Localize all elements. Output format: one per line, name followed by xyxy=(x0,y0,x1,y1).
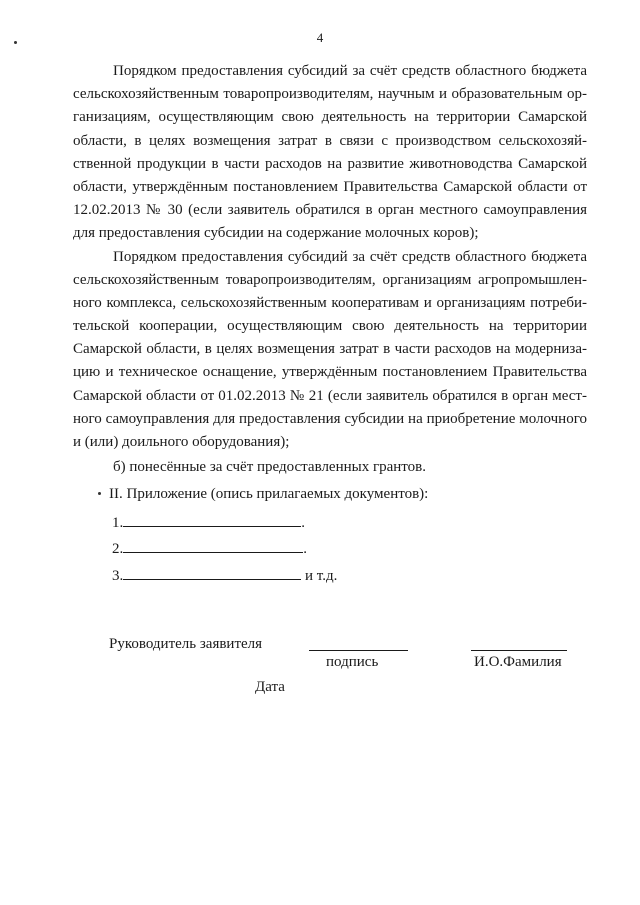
paragraph-2-line: цию и техническое оснащение, утверждённым постановлением Правительства xyxy=(73,364,587,381)
page-number: 4 xyxy=(316,30,324,45)
name-caption: И.О.Фамилия xyxy=(474,654,562,670)
paragraph-1-line: 12.02.2013 № 30 (если заявитель обратился в орган местного самоуправления xyxy=(73,202,587,219)
item-b: б) понесённые за счёт предоставленных грантов. xyxy=(113,459,427,476)
signature-caption: подпись xyxy=(326,654,379,670)
scan-speck xyxy=(98,492,101,495)
blank-line[interactable] xyxy=(123,512,301,527)
blank-line[interactable] xyxy=(123,538,303,553)
paragraph-2-line: сельскохозяйственным товаропроизводителям, организациям агропромышлен- xyxy=(73,271,587,288)
appendix-item-number: 1. xyxy=(112,515,124,531)
paragraph-2-line: Самарской области, в целях возмещения затрат в части расходов на модерниза- xyxy=(73,341,587,358)
paragraph-1-line: ственной продукции в части расходов на развитие животноводства Самарской xyxy=(73,155,587,172)
scan-speck xyxy=(14,41,17,44)
paragraph-2-line: Порядком предоставления субсидий за счёт средств областного бюджета xyxy=(113,248,587,265)
signatory-label: Руководитель заявителя xyxy=(109,636,263,652)
paragraph-1-line: Порядком предоставления субсидий за счёт средств областного бюджета xyxy=(113,63,587,79)
appendix-heading: II. Приложение (опись прилагаемых документов): xyxy=(109,486,429,502)
paragraph-1-line: ганизациям, осуществляющим свою деятельность на территории Самарской xyxy=(73,109,587,126)
signature-line[interactable] xyxy=(309,650,408,651)
appendix-item-suffix: и т.д. xyxy=(305,568,338,584)
paragraph-2-line: тельской кооперации, осуществляющим свою деятельность на территории xyxy=(73,318,587,335)
blank-line[interactable] xyxy=(123,565,301,580)
appendix-item-1 xyxy=(112,512,305,532)
date-label: Дата xyxy=(255,679,285,695)
paragraph-1-line: сельскохозяйственным товаропроизводителям, научным и образовательным ор- xyxy=(73,86,587,103)
paragraph-1-line: области, в целях возмещения затрат в связи с производством сельскохозяй- xyxy=(73,132,587,149)
paragraph-2-line: и (или) доильного оборудования); xyxy=(73,434,290,450)
name-line[interactable] xyxy=(471,650,567,651)
appendix-item-suffix: . xyxy=(303,541,307,557)
appendix-item-3 xyxy=(112,565,337,585)
appendix-item-number: 2. xyxy=(112,541,124,557)
paragraph-2-line: Самарской области от 01.02.2013 № 21 (если заявитель обратился в орган мест- xyxy=(73,387,587,404)
paragraph-1-line: для предоставления субсидии на содержание молочных коров); xyxy=(73,225,479,242)
paragraph-2-line: ного комплекса, сельскохозяйственным кооперативам и организациям потреби- xyxy=(73,294,587,311)
paragraph-1-line: области, утверждённым постановлением Правительства Самарской области от xyxy=(73,178,587,195)
body-text xyxy=(73,60,587,479)
appendix-item-suffix: . xyxy=(301,515,305,531)
paragraph-2-line: ного самоуправления для предоставления субсидии на приобретение молочного xyxy=(73,410,587,427)
appendix-item-number: 3. xyxy=(112,568,124,584)
appendix-item-2 xyxy=(112,538,307,558)
